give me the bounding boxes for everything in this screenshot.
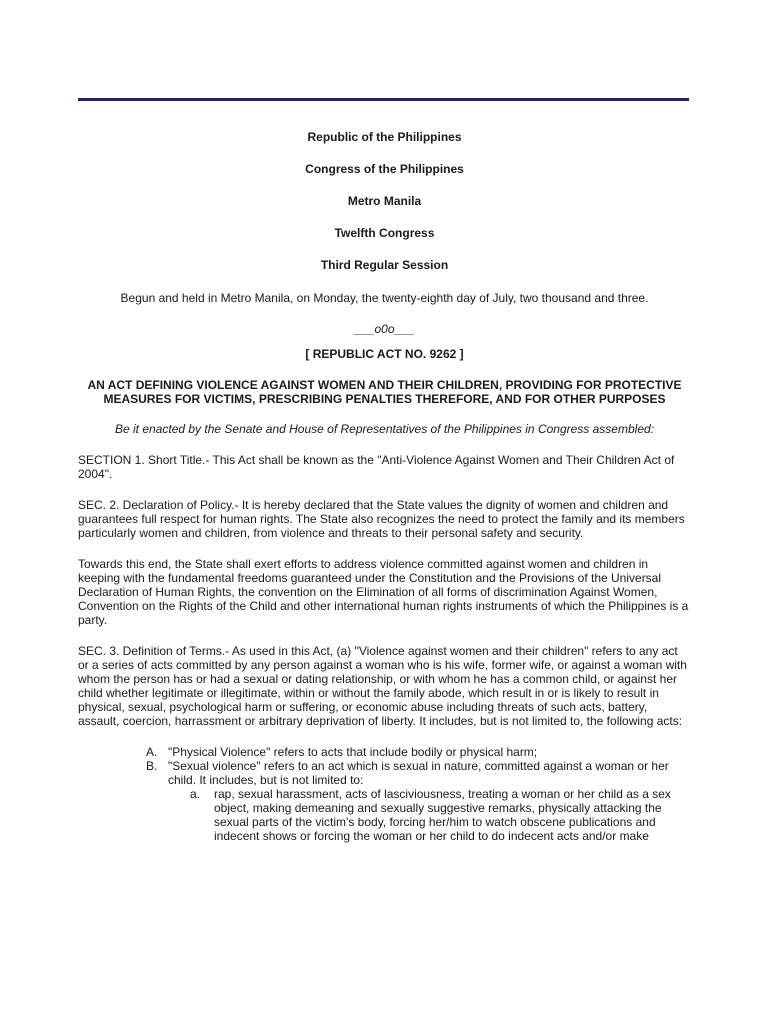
list-item-text: "Physical Violence" refers to acts that include bodily or physical harm; [168, 745, 538, 759]
city-heading: Metro Manila [347, 194, 422, 208]
republic-heading: Republic of the Philippines [307, 130, 462, 144]
separator: ___o0o___ [354, 322, 415, 336]
section-2: SEC. 2. Declaration of Policy.- It is hereby declared that the State values the dignity of women and children and guarantees full respect for human rights. The State also recognizes the need to protect the family and its members particularly women and children, from violence and threats to their personal safety and security. [78, 498, 685, 540]
act-title: AN ACT DEFINING VIOLENCE AGAINST WOMEN AND THEIR CHILDREN, PROVIDING FOR PROTECTIVE MEASURES FOR VICTIMS, PRESCRIBING PENALTIES THEREFORE, AND FOR OTHER PURPOSES [87, 378, 682, 406]
document-body [78, 130, 691, 843]
sub-list-marker: a. [190, 787, 201, 801]
session-heading: Third Regular Session [320, 258, 449, 272]
list-item-text: "Sexual violence" refers to an act which is sexual in nature, committed against a woman or her child. It includes, but is not limited to: [168, 759, 669, 787]
list-marker: A. [146, 745, 158, 759]
section-2-continued: Towards this end, the State shall exert efforts to address violence committed against women and children in keeping with the fundamental freedoms guaranteed under the Constitution and the Provisions of the Universal Declaration of Human Rights, the convention on the Elimination of all forms of discrimination Against Women, Convention on the Rights of the Child and other international human rights instruments of which the Philippines is a party. [78, 557, 689, 627]
congress-number-heading: Twelfth Congress [334, 226, 435, 240]
sub-list-item-text: rap, sexual harassment, acts of lasciviousness, treating a woman or her child as a sex object, making demeaning and sexually suggestive remarks, physically attacking the sexual parts of the victim's body, forcing her/him to watch obscene publications and indecent shows or forcing the woman or her child to do indecent acts and/or make [214, 787, 671, 843]
section-1: SECTION 1. Short Title.- This Act shall be known as the "Anti-Violence Against Women and Their Children Act of 2004". [78, 453, 675, 481]
sub-list-item [190, 787, 691, 843]
act-number: [ REPUBLIC ACT NO. 9262 ] [305, 347, 464, 361]
congress-heading: Congress of the Philippines [305, 162, 464, 176]
sub-list [190, 787, 691, 843]
begun-statement: Begun and held in Metro Manila, on Monday, the twenty-eighth day of July, two thousand and three. [120, 291, 649, 305]
header-rule [78, 98, 689, 101]
list-item [146, 759, 691, 843]
list-marker: B. [146, 759, 158, 773]
enacting-clause: Be it enacted by the Senate and House of Representatives of the Philippines in Congress assembled: [115, 422, 654, 436]
section-3: SEC. 3. Definition of Terms.- As used in this Act, (a) "Violence against women and their children" refers to any act or a series of acts committed by any person against a woman who is his wife, former wife, or against a woman with whom the person has or had a sexual or dating relationship, or with whom he has a common child, or against her child whether legitimate or illegitimate, within or without the family abode, which result in or is likely to result in physical, sexual, psychological harm or suffering, or economic abuse including threats of such acts, battery, assault, coercion, harrassment or arbitrary deprivation of liberty. It includes, but is not limited to, the following acts: [78, 644, 687, 728]
definitions-list [146, 745, 691, 843]
list-item [146, 745, 691, 759]
